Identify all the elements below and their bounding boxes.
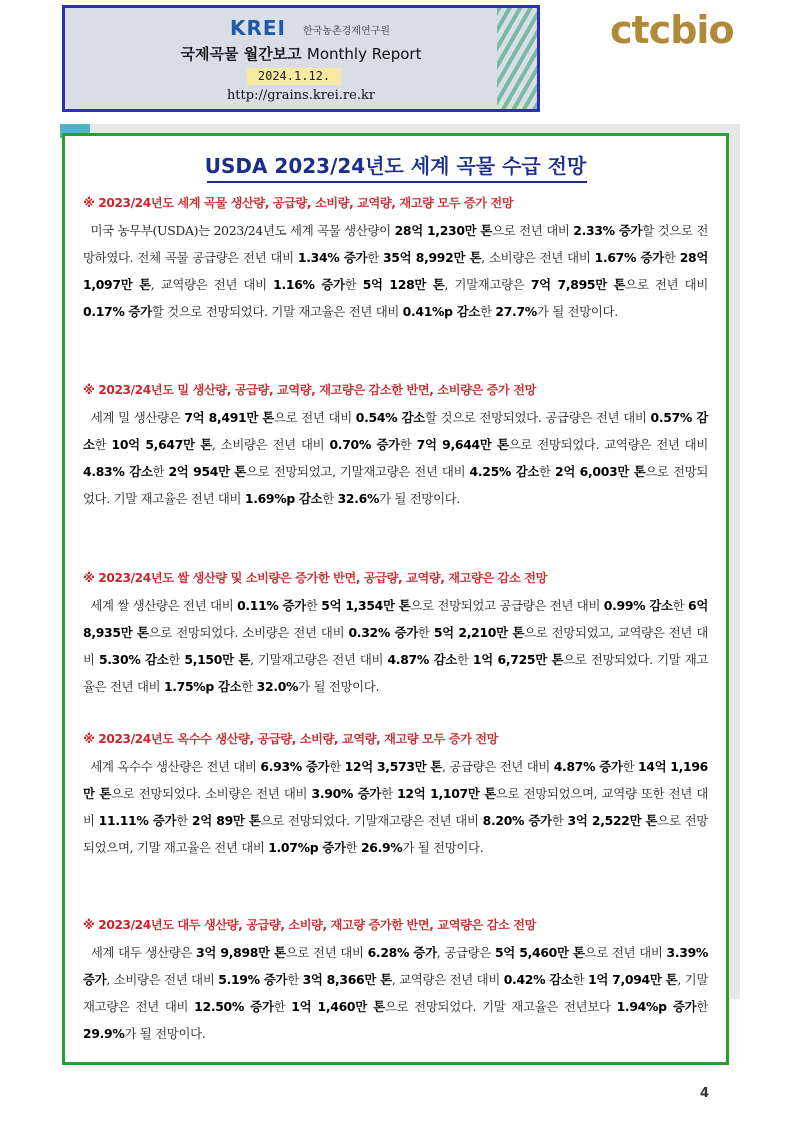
highlight-figure: 5억 1,354만 톤 [321, 598, 411, 613]
report-header [62, 5, 540, 112]
highlight-figure: 1억 6,725만 톤 [472, 652, 564, 667]
highlight-figure: 1.34% 증가 [297, 250, 368, 265]
report-title-en: Monthly Report [306, 45, 422, 63]
highlight-figure: 12억 3,573만 톤 [344, 759, 443, 774]
krei-logo-subtitle: 한국농촌경제연구원 [303, 26, 390, 37]
highlight-figure: 7억 9,644만 톤 [416, 437, 509, 452]
highlight-figure: 4.87% 감소 [387, 652, 457, 667]
section-world-grain [83, 194, 708, 325]
highlight-figure: 27.7% [495, 304, 537, 319]
highlight-figure: 0.17% 증가 [83, 304, 152, 319]
highlight-figure: 12.50% 증가 [194, 999, 274, 1014]
highlight-figure: 1.75%p 감소 [163, 679, 242, 694]
highlight-figure: 0.57% 감소 [83, 410, 709, 452]
highlight-figure: 29.9% [83, 1026, 125, 1041]
content-frame [62, 133, 729, 1065]
highlight-figure: 32.6% [337, 491, 380, 506]
section-heading: ※ 2023/24년도 밀 생산량, 공급량, 교역량, 재고량은 감소한 반면, 소비량은 증가 전망 [83, 383, 536, 397]
page-title: USDA 2023/24년도 세계 곡물 수급 전망 [204, 154, 587, 178]
highlight-figure: 3.90% 증가 [311, 786, 382, 801]
highlight-figure: 8.20% 증가 [482, 813, 552, 828]
highlight-figure: 1억 7,094만 톤 [588, 972, 678, 987]
highlight-figure: 2억 89만 톤 [191, 813, 261, 828]
highlight-figure: 5억 5,460만 톤 [494, 945, 585, 960]
ctcbio-logo: ctcbio [610, 8, 734, 52]
highlight-figure: 28억 1,097만 톤 [83, 250, 708, 292]
highlight-figure: 2억 6,003만 톤 [555, 464, 646, 479]
highlight-figure: 1억 1,460만 톤 [291, 999, 385, 1014]
page-number: 4 [700, 1086, 710, 1101]
highlight-figure: 1.67% 증가 [594, 250, 664, 265]
highlight-figure: 11.11% 증가 [98, 813, 177, 828]
section-body: 세계 옥수수 생산량은 전년 대비 6.93% 증가한 12억 3,573만 톤, 공급량은 전년 대비 4.87% 증가한 14억 1,196만 톤으로 전망되었다. 소비량은 전년 대비 3.90% 증가한 12억 1,107만 톤으로 전망되었으며, 교역량 또한 전년 대비 11.11% 증가한 2억 89만 톤으로 전망되었다. 기말재고량은 전년 대비 8.20% 증가한 3억 2,522만 톤으로 전망되었으며, 기말 재고율은 전년 대비 1.07%p 증가한 26.9%가 될 전망이다. [83, 759, 709, 855]
report-date: 2024.1.12. [247, 68, 341, 85]
section-soybean [83, 916, 708, 1047]
highlight-figure: 6.28% 증가 [367, 945, 437, 960]
highlight-figure: 1.16% 증가 [273, 277, 345, 292]
highlight-figure: 3.39% 증가 [83, 945, 709, 987]
highlight-figure: 0.54% 감소 [355, 410, 425, 425]
section-body: 세계 대두 생산량은 3억 9,898만 톤으로 전년 대비 6.28% 증가, 공급량은 5억 5,460만 톤으로 전년 대비 3.39% 증가, 소비량은 전년 대비 5.19% 증가한 3억 8,366만 톤, 교역량은 전년 대비 0.42% 감소한 1억 7,094만 톤, 기말재고량은 전년 대비 12.50% 증가한 1억 1,460만 톤으로 전망되었다. 기말 재고율은 전년보다 1.94%p 증가한 29.9%가 될 전망이다. [83, 945, 709, 1041]
highlight-figure: 14억 1,196만 톤 [83, 759, 708, 801]
section-body: 세계 쌀 생산량은 전년 대비 0.11% 증가한 5억 1,354만 톤으로 전망되었고 공급량은 전년 대비 0.99% 감소한 6억 8,935만 톤으로 전망되었다. 소비량은 전년 대비 0.32% 증가한 5억 2,210만 톤으로 전망되었고, 교역량은 전년 대비 5.30% 감소한 5,150만 톤, 기말재고량은 전년 대비 4.87% 감소한 1억 6,725만 톤으로 전망되었다. 기말 재고율은 전년 대비 1.75%p 감소한 32.0%가 될 전망이다. [83, 598, 709, 694]
highlight-figure: 0.41%p 감소 [402, 304, 481, 319]
highlight-figure: 4.83% 감소 [83, 464, 153, 479]
highlight-figure: 28억 1,230만 톤 [394, 223, 493, 238]
section-body: 미국 농무부(USDA)는 2023/24년도 세계 곡물 생산량이 28억 1,230만 톤으로 전년 대비 2.33% 증가할 것으로 전망하였다. 전체 곡물 공급량은 전년 대비 1.34% 증가한 35억 8,992만 톤, 소비량은 전년 대비 1.67% 증가한 28억 1,097만 톤, 교역량은 전년 대비 1.16% 증가한 5억 128만 톤, 기말재고량은 7억 7,895만 톤으로 전년 대비 0.17% 증가할 것으로 전망되었다. 기말 재고율은 전년 대비 0.41%p 감소한 27.7%가 될 전망이다. [83, 223, 709, 319]
highlight-figure: 32.0% [256, 679, 299, 694]
highlight-figure: 12억 1,107만 톤 [397, 786, 496, 801]
section-corn [83, 730, 708, 861]
section-body: 세계 밀 생산량은 7억 8,491만 톤으로 전년 대비 0.54% 감소할 것으로 전망되었다. 공급량은 전년 대비 0.57% 감소한 10억 5,647만 톤, 소비량은 전년 대비 0.70% 증가한 7억 9,644만 톤으로 전망되었다. 교역량은 전년 대비 4.83% 감소한 2억 954만 톤으로 전망되었고, 기말재고량은 전년 대비 4.25% 감소한 2억 6,003만 톤으로 전망되었다. 기말 재고율은 전년 대비 1.69%p 감소한 32.6%가 될 전망이다. [83, 410, 709, 506]
highlight-figure: 0.11% 증가 [237, 598, 306, 613]
highlight-figure: 5억 128만 톤 [362, 277, 445, 292]
highlight-figure: 3억 8,366만 톤 [302, 972, 392, 987]
highlight-figure: 7억 7,895만 톤 [530, 277, 626, 292]
highlight-figure: 1.07%p 증가 [268, 840, 346, 855]
section-heading: ※ 2023/24년도 세계 곡물 생산량, 공급량, 소비량, 교역량, 재고량 모두 증가 전망 [83, 196, 514, 210]
section-heading: ※ 2023/24년도 옥수수 생산량, 공급량, 소비량, 교역량, 재고량 모두 증가 전망 [83, 732, 499, 746]
highlight-figure: 0.99% 감소 [603, 598, 673, 613]
section-heading: ※ 2023/24년도 쌀 생산량 및 소비량은 증가한 반면, 공급량, 교역량, 재고량은 감소 전망 [83, 571, 547, 585]
highlight-figure: 1.94%p 증가 [616, 999, 697, 1014]
highlight-figure: 5.30% 감소 [98, 652, 169, 667]
highlight-figure: 2억 954만 톤 [168, 464, 247, 479]
highlight-figure: 4.87% 증가 [553, 759, 623, 774]
highlight-figure: 1.69%p 감소 [244, 491, 323, 506]
highlight-figure: 26.9% [360, 840, 403, 855]
report-title-kr: 국제곡물 월간보고 [180, 45, 302, 63]
highlight-figure: 3억 9,898만 톤 [196, 945, 286, 960]
highlight-figure: 3억 2,522만 톤 [567, 813, 658, 828]
section-heading: ※ 2023/24년도 대두 생산량, 공급량, 소비량, 재고량 증가한 반면, 교역량은 감소 전망 [83, 918, 536, 932]
highlight-figure: 0.70% 증가 [329, 437, 400, 452]
highlight-figure: 5억 2,210만 톤 [433, 625, 525, 640]
section-rice [83, 569, 708, 700]
title-underline [207, 181, 587, 183]
section-wheat [83, 381, 708, 512]
highlight-figure: 2.33% 증가 [573, 223, 643, 238]
highlight-figure: 6.93% 증가 [260, 759, 330, 774]
highlight-figure: 5.19% 증가 [218, 972, 288, 987]
highlight-figure: 35억 8,992만 톤 [382, 250, 482, 265]
highlight-figure: 6억 8,935만 톤 [83, 598, 709, 640]
report-url: http://grains.krei.re.kr [226, 88, 376, 103]
highlight-figure: 10억 5,647만 톤 [111, 437, 212, 452]
highlight-figure: 7억 8,491만 톤 [184, 410, 274, 425]
highlight-figure: 4.25% 감소 [469, 464, 540, 479]
krei-logo: KREI [230, 16, 287, 40]
highlight-figure: 5,150만 톤 [184, 652, 251, 667]
highlight-figure: 0.32% 증가 [348, 625, 418, 640]
frame-shadow-right [730, 124, 740, 999]
highlight-figure: 0.42% 감소 [503, 972, 573, 987]
report-title [65, 43, 537, 64]
